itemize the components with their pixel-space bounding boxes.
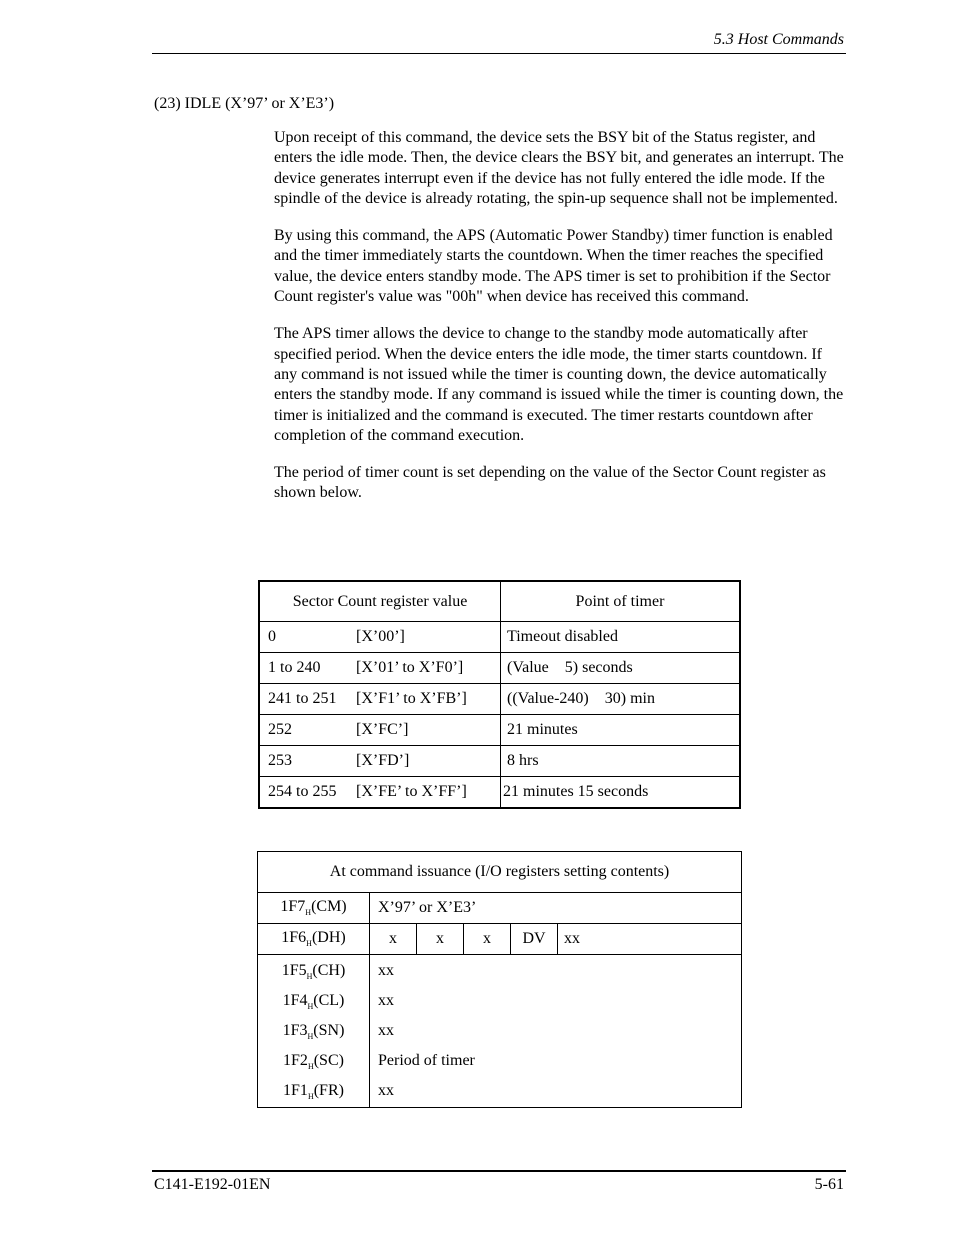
bit-cell: DV <box>511 924 558 954</box>
hex-cell: [X’FC’] <box>356 721 409 738</box>
body-text <box>274 128 846 521</box>
range-cell: 0 <box>268 628 276 645</box>
section-title: (23) IDLE (X’97’ or X’E3’) <box>154 95 335 112</box>
paragraph: The APS timer allows the device to change to the standby mode automatically after specified period. When the device enters the idle mode, the timer starts countdown. If any command is not issued while the timer is counting down, the device automatically enters the standby mode. If any command is issued while the timer is counting down, the timer is initialized and the command is executed. The timer restarts countdown after completion of the command execution. <box>274 325 844 444</box>
table-row <box>259 653 740 684</box>
range-cell: 253 <box>268 752 292 769</box>
table-row <box>259 684 740 715</box>
point-cell: 21 minutes <box>501 715 741 746</box>
range-cell: 1 to 240 <box>268 659 321 676</box>
timer-table <box>258 580 741 809</box>
point-cell: (Value 5) seconds <box>501 653 741 684</box>
table-row <box>258 955 742 1108</box>
range-cell: 241 to 251 <box>268 690 337 707</box>
table-row <box>259 622 740 653</box>
register-name: $1F1_H(FR)$ <box>283 1082 344 1102</box>
paragraph: By using this command, the APS (Automatic Power Standby) timer function is enabled and the timer immediately starts the countdown. When the timer reaches the specified value, the device enters standby mode. The APS timer is set to prohibition if the Sector Count register's value was "00h" when device has received this command. <box>274 227 833 306</box>
table-row <box>259 715 740 746</box>
bit-cell: x <box>370 924 417 954</box>
bit-cell: x <box>464 924 511 954</box>
device-head-bits <box>370 924 742 955</box>
register-name: $1F4_H(CL)$ <box>282 992 345 1012</box>
column-header: Sector Count register value <box>259 581 501 622</box>
hex-cell: [X’01’ to X’F0’] <box>356 659 464 676</box>
hex-cell: [X’FE’ to X’FF’] <box>356 783 467 800</box>
point-cell: Timeout disabled <box>501 622 741 653</box>
range-cell: 252 <box>268 721 292 738</box>
point-cell: ((Value-240) 30) min <box>501 684 741 715</box>
table-row <box>258 924 742 955</box>
register-name: $1F6_H(DH)$ <box>258 924 370 955</box>
table-row <box>259 777 740 809</box>
table-row <box>258 893 742 924</box>
range-cell: 254 to 255 <box>268 783 337 800</box>
register-value: xx <box>378 1022 394 1039</box>
register-name: $1F7_H(CM)$ <box>258 893 370 924</box>
register-name-list <box>258 955 370 1108</box>
register-value: Period of timer <box>378 1052 475 1069</box>
footer-rule <box>152 1170 846 1172</box>
register-table <box>257 851 742 1108</box>
register-value: xx <box>378 962 394 979</box>
table-row <box>259 746 740 777</box>
paragraph: The period of timer count is set depending on the value of the Sector Count register as shown below. <box>274 464 826 502</box>
register-table-title: At command issuance (I/O registers setting contents) <box>258 852 742 893</box>
register-value: xx <box>378 992 394 1009</box>
header-rule <box>152 53 846 54</box>
register-value: X’97’ or X’E3’ <box>370 893 742 924</box>
table-header-row <box>258 852 742 893</box>
bit-cell: x <box>417 924 464 954</box>
register-name: $1F3_H(SN)$ <box>282 1022 345 1042</box>
register-value: xx <box>378 1082 394 1099</box>
hex-cell: [X’FD’] <box>356 752 410 769</box>
register-name: $1F5_H(CH)$ <box>281 962 346 982</box>
table-header-row <box>259 581 740 622</box>
hex-cell: [X’00’] <box>356 628 405 645</box>
register-value-list <box>370 955 742 1108</box>
hex-cell: [X’F1’ to X’FB’] <box>356 690 467 707</box>
register-name: $1F2_H(SC)$ <box>283 1052 344 1072</box>
point-cell: 21 minutes 15 seconds <box>501 777 741 809</box>
column-header: Point of timer <box>501 581 741 622</box>
point-cell: 8 hrs <box>501 746 741 777</box>
document-id: C141-E192-01EN <box>154 1176 271 1193</box>
bit-cell: xx <box>564 930 580 947</box>
page-number: 5-61 <box>814 1176 844 1193</box>
running-header: 5.3 Host Commands <box>713 31 844 48</box>
paragraph: Upon receipt of this command, the device sets the BSY bit of the Status register, and enters the idle mode. Then, the device clears the BSY bit, and generates an interrupt. The device generates interrupt even if the device has not fully entered the idle mode. If the spindle of the device is already rotating, the spin-up sequence shall not be implemented. <box>274 129 844 207</box>
